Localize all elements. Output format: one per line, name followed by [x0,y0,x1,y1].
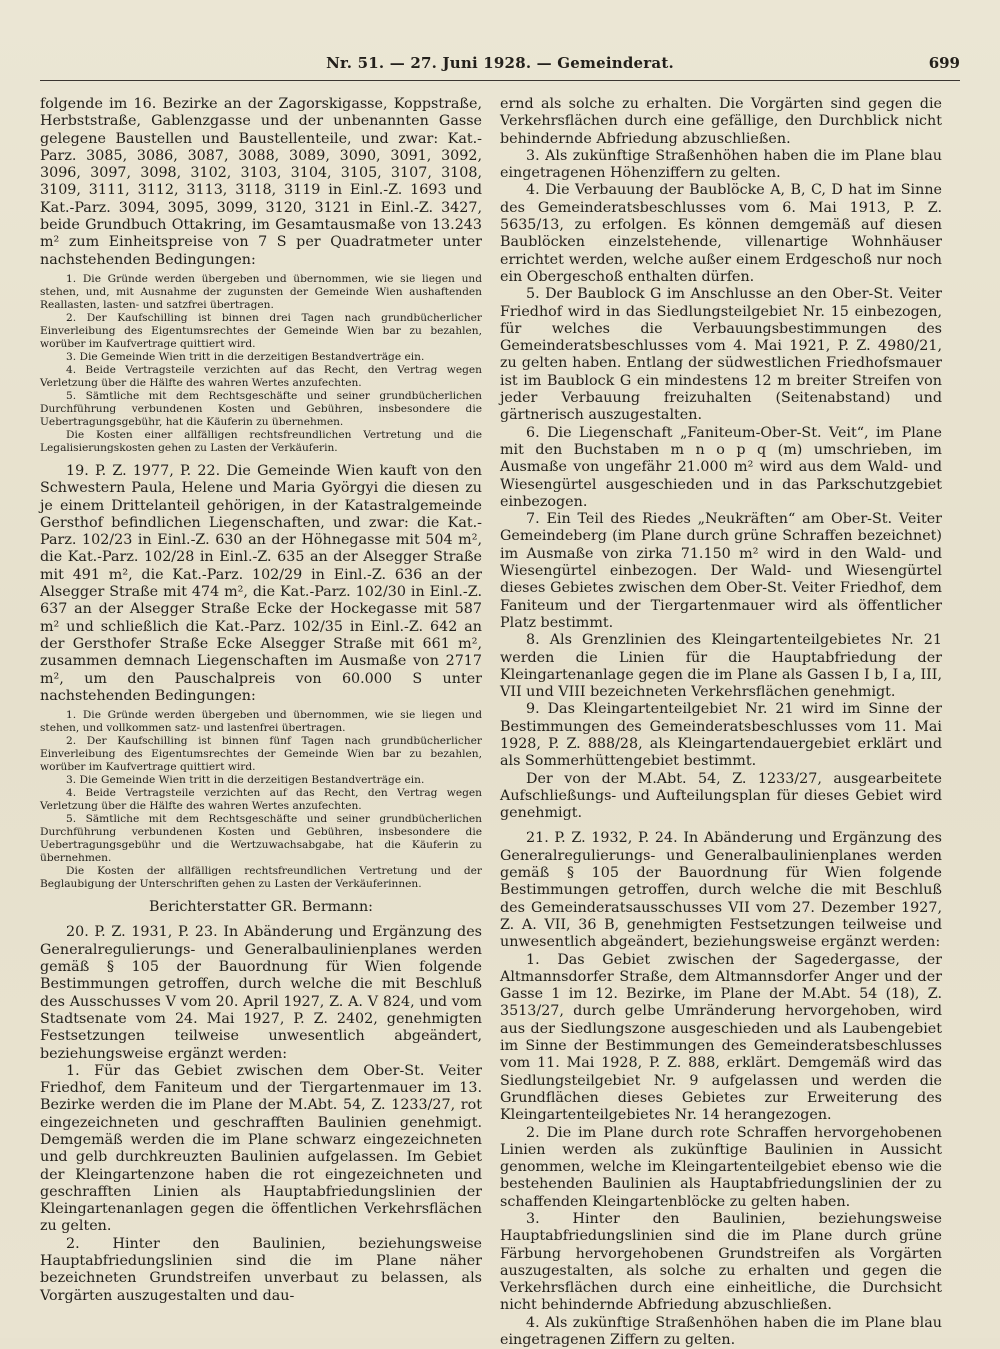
condition-item: 1. Die Gründe werden übergeben und übernommen, wie sie liegen und stehen, und, mit Ausnahme der zugunsten der Gemeinde Wien aushaftenden Reallasten, lasten- und satzfrei übertragen. [40,272,482,311]
paragraph: 6. Die Liegenschaft „Faniteum-Ober-St. Veit“, im Plane mit den Buchstaben m n o p q (m) umschrieben, im Ausmaße von ungefähr 21.000 m² wird aus dem Wald- und Wiesengürtel ausgeschieden und in das Parkschutzgebiet einbezogen. [500,424,942,510]
paragraph: 2. Hinter den Baulinien, beziehungsweise Hauptabfriedungslinien sind die im Plane näher bezeichneten Grundstreifen unverbaut zu belassen, als Vorgärten auszugestalten und dau- [40,1235,482,1304]
paragraph: Der von der M.Abt. 54, Z. 1233/27, ausgearbeitete Aufschließungs- und Aufteilungsplan für dieses Gebiet wird genehmigt. [500,770,942,822]
condition-item: Die Kosten der allfälligen rechtsfreundlichen Vertretung und der Beglaubigung der Unterschriften gehen zu Lasten der Verkäuferinnen. [40,865,482,891]
rapporteur-heading: Berichterstatter GR. Bermann: [149,899,373,916]
condition-item: 5. Sämtliche mit dem Rechtsgeschäfte und seiner grundbücherlichen Durchführung verbundenen Kosten und Gebühren, insbesondere die Uebertragungsgebühr, hat die Käuferin zu übernehmen. [40,389,482,428]
condition-item: 2. Der Kaufschilling ist binnen fünf Tagen nach grundbücherlicher Einverleibung des Eigentumsrechtes der Gemeinde Wien bar zu bezahlen, worüber im Kaufvertrage quittiert wird. [40,735,482,774]
paragraph: 4. Die Verbauung der Baublöcke A, B, C, D hat im Sinne des Gemeinderatsbeschlusses vom 6. Mai 1913, P. Z. 5635/13, zu erfolgen. Es können demgemäß auf diesen Baublöcken einzelstehende, villenartige Wohnhäuser errichtet werden, welche außer einem Erdgeschoß nur noch ein Obergeschoß enthalten dürfen. [500,182,942,285]
paragraph: 1. Für das Gebiet zwischen dem Ober-St. Veiter Friedhof, dem Faniteum und der Tiergartenmauer im 13. Bezirke werden die im Plane der M.Abt. 54, Z. 1233/27, rot eingezeichneten und geschrafften Baulinien genehmigt. Demgemäß werden die im Plane schwarz eingezeichneten und gelb durchkreuzten Baulinien aufgelassen. Im Gebiet der Kleingartenzone haben die rot eingezeichneten und geschrafften Linien als Hauptabfriedungslinien der Kleingartenanlagen gegen die öffentlichen Verkehrsflächen zu gelten. [40,1062,482,1235]
paragraph: 5. Der Baublock G im Anschlusse an den Ober-St. Veiter Friedhof wird in das Siedlungsteilgebiet Nr. 15 einbezogen, für welches die Verbauungsbestimmungen des Gemeinderatsbeschlusses vom 4. Mai 1921, P. Z. 4980/21, zu gelten haben. Entlang der südwestlichen Friedhofsmauer ist im Baublock G ein mindestens 12 m breiter Streifen von jeder Verbauung freizuhalten (Seitenabstand) und gärtnerisch auszugestalten. [500,286,942,424]
condition-item: 3. Die Gemeinde Wien tritt in die derzeitigen Bestandverträge ein. [66,350,425,363]
paragraph: 9. Das Kleingartenteilgebiet Nr. 21 wird im Sinne der Bestimmungen des Gemeinderatsbeschlusses vom 11. Mai 1928, P. Z. 888/28, als Kleingartendauergebiet erklärt und als Sommerhüttengebiet bestimmt. [500,701,942,770]
resolution-21: 21. P. Z. 1932, P. 24. In Abänderung und Ergänzung des Generalregulierungs- und Generalbaulinienplanes werden gemäß § 105 der Bauordnung für Wien folgende Bestimmungen getroffen, durch welche die mit Beschluß des Gemeinderatsausschusses VII vom 27. Dezember 1927, Z. A. VII, 36 B, genehmigten Festsetzungen teilweise und unwesentlich abgeändert, beziehungsweise ergänzt werden: [500,830,942,951]
page-number: 699 [928,54,960,72]
right-column [500,96,942,1349]
paragraph: 2. Die im Plane durch rote Schraffen hervorgehobenen Linien werden als zukünftige Baulinien in Aussicht genommen, welche im Kleingartenteilgebiet ebenso wie die bestehenden Baulinien als Hauptabfriedungslinien der zu schaffenden Kleingartenblöcke zu gelten haben. [500,1124,942,1210]
paragraph: 7. Ein Teil des Riedes „Neukräften“ am Ober-St. Veiter Gemeindeberg (im Plane durch grüne Schraffen bezeichnet) im Ausmaße von zirka 71.150 m² wird in den Wald- und Wiesengürtel einbezogen. Der Wald- und Wiesengürtel dieses Gebietes zwischen dem Ober-St. Veiter Friedhof, dem Faniteum und der Tiergartenmauer wird als öffentlicher Platz bestimmt. [500,511,942,631]
condition-item: 4. Beide Vertragsteile verzichten auf das Recht, den Vertrag wegen Verletzung über die Hälfte des wahren Wertes anzufechten. [40,787,482,813]
condition-item: 1. Die Gründe werden übergeben und übernommen, wie sie liegen und stehen, und vollkommen satz- und lastenfrei übertragen. [40,709,482,735]
paragraph: 3. Als zukünftige Straßenhöhen haben die im Plane blau eingetragenen Höhenziffern zu gelten. [500,147,942,182]
paragraph: 3. Hinter den Baulinien, beziehungsweise Hauptabfriedungslinien sind die im Plane durch grüne Färbung hervorgehobenen Grundstreifen als Vorgärten auszugestalten, als solche zu erhalten und gegen die Verkehrsflächen durch eine einheitliche, die Durchsicht nicht behindernde Abfriedung abzuschließen. [500,1211,942,1314]
paragraph: ernd als solche zu erhalten. Die Vorgärten sind gegen die Verkehrsflächen durch eine gefällige, den Durchblick nicht behindernde Abfriedung abzuschließen. [500,96,942,147]
condition-item: 3. Die Gemeinde Wien tritt in die derzeitigen Bestandverträge ein. [66,774,425,787]
paragraph: folgende im 16. Bezirke an der Zagorskigasse, Koppstraße, Herbststraße, Gablenzgasse und der unbenannten Gasse gelegene Baustellen und Baustellenteile, und zwar: Kat.-Parz. 3085, 3086, 3087, 3088, 3089, 3090, 3091, 3092, 3096, 3097, 3098, 3102, 3103, 3104, 3105, 3107, 3108, 3109, 3111, 3112, 3113, 3118, 3119 in Einl.-Z. 1693 und Kat.-Parz. 3094, 3095, 3099, 3120, 3121 in Einl.-Z. 3427, beide Grundbuch Ottakring, im Gesamtausmaße von 13.243 m² zum Einheitspreise von 7 S per Quadratmeter unter nachstehenden Bedingungen: [40,96,482,268]
paragraph: 1. Das Gebiet zwischen der Sagedergasse, der Altmannsdorfer Straße, dem Altmannsdorfer Anger und der Gasse 1 im 12. Bezirke, im Plane der M.Abt. 54 (18), Z. 3513/27, durch gelbe Umränderung hervorgehoben, wird aus der Siedlungszone ausgeschieden und als Laubengebiet im Sinne der Bestimmungen des Gemeinderatsbeschlusses vom 11. Mai 1928, P. Z. 888, erklärt. Demgemäß wird das Siedlungsteilgebiet Nr. 9 aufgelassen und werden die Grundflächen dieses Gebietes zur Erweiterung des Kleingartenteilgebietes Nr. 14 herangezogen. [500,951,942,1124]
paragraph: 8. Als Grenzlinien des Kleingartenteilgebietes Nr. 21 werden die Linien für die Hauptabfriedung der Kleingartenanlage gegen die im Plane als Gassen I b, I a, III, VII und VIII bezeichneten Verkehrsflächen genehmigt. [500,632,942,701]
issue-line: Nr. 51. — 27. Juni 1928. — Gemeinderat. [326,54,674,72]
paragraph: 4. Als zukünftige Straßenhöhen haben die im Plane blau eingetragenen Ziffern zu gelten. [500,1314,942,1349]
resolution-20: 20. P. Z. 1931, P. 23. In Abänderung und Ergänzung des Generalregulierungs- und Generalbaulinienplanes werden gemäß § 105 der Bauordnung für Wien folgende Bestimmungen getroffen, durch welche die mit Beschluß des Ausschusses V vom 20. April 1927, Z. A. V 824, und vom Stadtsenate vom 24. Mai 1927, P. Z. 2402, genehmigten Festsetzungen teilweise unwesentlich abgeändert, beziehungsweise ergänzt werden: [40,924,482,1062]
condition-item: 2. Der Kaufschilling ist binnen drei Tagen nach grundbücherlicher Einverleibung des Eigentumsrechtes der Gemeinde Wien bar zu bezahlen, worüber im Kaufvertrage quittiert wird. [40,311,482,350]
left-column [40,96,482,1326]
condition-item: 4. Beide Vertragsteile verzichten auf das Recht, den Vertrag wegen Verletzung über die Hälfte des wahren Wertes anzufechten. [40,363,482,389]
condition-item: 5. Sämtliche mit dem Rechtsgeschäfte und seiner grundbücherlichen Durchführung verbundenen Kosten und Gebühren, insbesondere die Uebertragungsgebühr und die Wertzuwachsabgabe, hat die Käuferin zu übernehmen. [40,813,482,865]
resolution-19: 19. P. Z. 1977, P. 22. Die Gemeinde Wien kauft von den Schwestern Paula, Helene und Maria Györgyi die diesen zu je einem Drittelanteil gehörigen, in der Katastralgemeinde Gersthof befindlichen Liegenschaften, und zwar: die Kat.-Parz. 102/23 in Einl.-Z. 630 an der Höhnegasse mit 504 m², die Kat.-Parz. 102/28 in Einl.-Z. 635 an der Alsegger Straße mit 491 m², die Kat.-Parz. 102/29 in Einl.-Z. 636 an der Alsegger Straße mit 474 m², die Kat.-Parz. 102/30 in Einl.-Z. 637 an der Alsegger Straße Ecke der Hockegasse mit 587 m² und schließlich die Kat.-Parz. 102/35 in Einl.-Z. 642 an der Gersthofer Straße Ecke Alsegger Straße mit 661 m², zusammen demnach Liegenschaften im Ausmaße von 2717 m², um den Pauschalpreis von 60.000 S unter nachstehenden Bedingungen: [40,462,482,704]
condition-item: Die Kosten einer allfälligen rechtsfreundlichen Vertretung und die Legalisierungskosten gehen zu Lasten der Verkäuferin. [40,428,482,454]
page-header [40,50,960,81]
